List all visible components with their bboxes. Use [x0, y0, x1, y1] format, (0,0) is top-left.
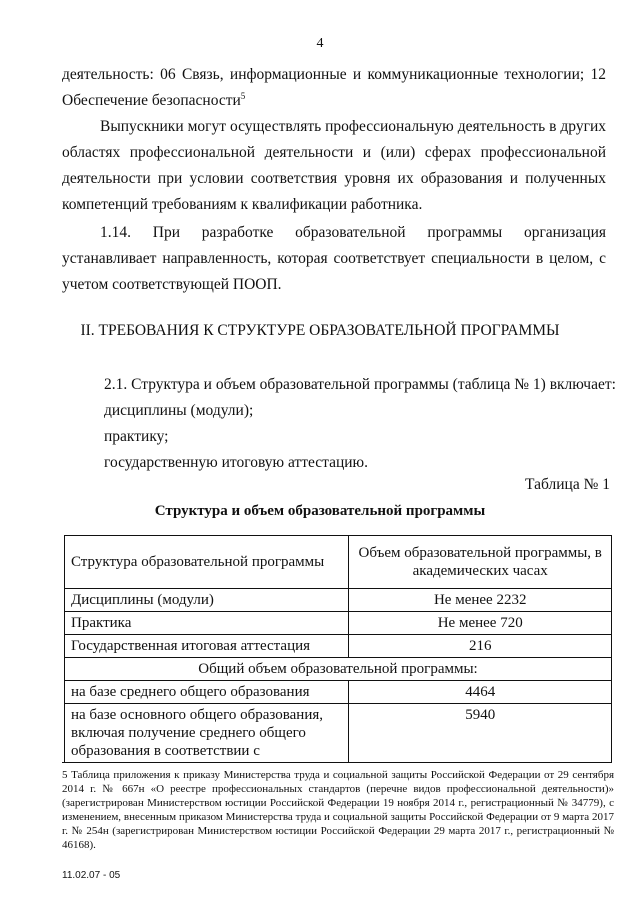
- paragraph-graduates: Выпускники могут осуществлять профессиональную деятельность в других областях профессиональной деятельности и (или) сферах профессиональной деятельности при условии соответствия уровня их образования и полученных компетенций требованиям к квалификации работника.: [62, 118, 606, 213]
- list-item: дисциплины (модули);: [104, 402, 254, 419]
- table-header-row: [65, 536, 612, 589]
- table-row: [65, 589, 612, 612]
- table-cell: 4464: [349, 681, 612, 704]
- table-caption: Структура и объем образовательной программы: [154, 503, 486, 519]
- table-header-cell: Структура образовательной программы: [65, 536, 349, 589]
- structure-table: [64, 535, 612, 763]
- table-total-label: Общий объем образовательной программы:: [65, 658, 612, 681]
- table-cell: 216: [349, 635, 612, 658]
- list-intro: 2.1. Структура и объем образовательной программы (таблица № 1) включает:: [104, 376, 616, 393]
- table-header-cell: Объем образовательной программы, в академических часах: [349, 536, 612, 589]
- table-row: [65, 704, 612, 763]
- table-cell: на базе среднего общего образования: [65, 681, 349, 704]
- table-row: [65, 681, 612, 704]
- table-cell: Практика: [65, 612, 349, 635]
- table-row: [65, 635, 612, 658]
- paragraph-text: деятельность: 06 Связь, информационные и коммуникационные технологии; 12 Обеспечение безопасности: [62, 66, 606, 109]
- table-cell: Не менее 2232: [349, 589, 612, 612]
- table-number: Таблица № 1: [525, 476, 610, 493]
- table-cell: Государственная итоговая аттестация: [65, 635, 349, 658]
- paragraph-1-14: 1.14. При разработке образовательной программы организация устанавливает направленность, которая соответствует специальности в целом, с учетом соответствующей ПООП.: [62, 224, 606, 293]
- list-item: практику;: [104, 428, 169, 445]
- list-item: государственную итоговую аттестацию.: [104, 454, 369, 471]
- page-number: 4: [316, 36, 324, 51]
- table-cell: Дисциплины (модули): [65, 589, 349, 612]
- table-cell: Не менее 720: [349, 612, 612, 635]
- table-total-row: [65, 658, 612, 681]
- document-code: 11.02.07 - 05: [62, 870, 121, 881]
- paragraph-continuation: [62, 62, 606, 114]
- table-row: [65, 612, 612, 635]
- table-cell: на базе основного общего образования, включая получение среднего общего образования в соответствии с: [65, 704, 349, 763]
- footnote-reference: 5: [240, 90, 246, 101]
- section-heading: II. ТРЕБОВАНИЯ К СТРУКТУРЕ ОБРАЗОВАТЕЛЬНОЙ ПРОГРАММЫ: [80, 322, 560, 339]
- table-cell: 5940: [349, 704, 612, 763]
- footnote: 5 Таблица приложения к приказу Министерства труда и социальной защиты Российской Федерации от 29 сентября 2014 г. № 667н «О реестре профессиональных стандартов (перечне видов профессиональной деятельности)» (зарегистрирован Министерством юстиции Российской Федерации 19 ноября 2014 г., регистрационный № 34779), с изменением, внесенным приказом Министерства труда и социальной защиты Российской Федерации от 9 марта 2017 г. № 254н (зарегистрирован Министерством юстиции Российской Федерации 29 марта 2017 г., регистрационный № 46168).: [62, 769, 614, 851]
- footnote-separator: [62, 762, 262, 763]
